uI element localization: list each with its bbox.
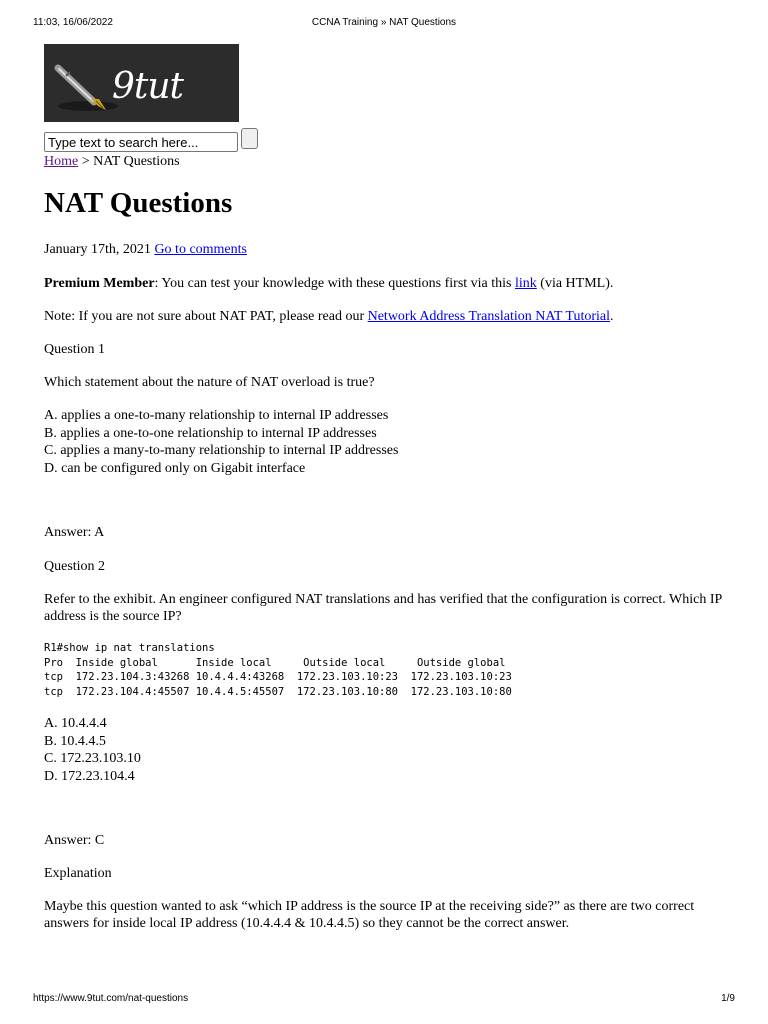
note-text-after: .: [610, 309, 614, 324]
exhibit-line: R1#show ip nat translations: [44, 642, 215, 654]
question-2-answer: Answer: C: [44, 833, 105, 848]
option-item: B. 10.4.4.5: [44, 733, 106, 749]
explanation-text: Maybe this question wanted to ask “which IP address is the source IP at the receiving side?” as there are two correct answers for inside local IP address (10.4.4.4 & 10.4.4.5) so they cannot be the correct answer.: [44, 899, 695, 931]
search-input[interactable]: [44, 132, 238, 152]
print-page-number: 1/9: [721, 993, 735, 1004]
breadcrumb: [44, 154, 734, 170]
nat-tutorial-link[interactable]: Network Address Translation NAT Tutorial: [367, 309, 611, 324]
nat-tutorial-note: [44, 308, 734, 325]
page-content: [44, 44, 734, 932]
breadcrumb-current: NAT Questions: [93, 154, 180, 169]
exhibit-line: tcp 172.23.104.3:43268 10.4.4.4:43268 172.23.103.10:23 172.23.103.10:23: [44, 671, 512, 683]
note-text-before: Note: If you are not sure about NAT PAT, please read our: [44, 309, 368, 324]
option-item: D. can be configured only on Gigabit interface: [44, 460, 306, 476]
question-1-options: [44, 407, 734, 477]
question-1-text: Which statement about the nature of NAT overload is true?: [44, 375, 375, 390]
explanation-label: Explanation: [44, 866, 112, 881]
print-title: CCNA Training » NAT Questions: [311, 17, 457, 28]
print-datetime: 11:03, 16/06/2022: [33, 17, 113, 28]
breadcrumb-separator: >: [78, 154, 94, 169]
option-item: C. 172.23.103.10: [44, 751, 141, 766]
option-item: A. applies a one-to-many relationship to internal IP addresses: [44, 408, 389, 423]
site-logo[interactable]: [44, 44, 239, 122]
post-meta: [44, 241, 734, 258]
post-date: January 17th, 2021: [44, 242, 151, 257]
nat-translations-exhibit: [44, 641, 734, 699]
breadcrumb-home-link[interactable]: Home: [44, 154, 79, 169]
option-item: D. 172.23.104.4: [44, 768, 135, 784]
search-button[interactable]: [241, 128, 258, 149]
question-2-text: Refer to the exhibit. An engineer configured NAT translations and has verified that the configuration is correct. Which IP address is the source IP?: [44, 592, 722, 624]
option-item: B. applies a one-to-one relationship to internal IP addresses: [44, 425, 377, 441]
logo-text: 9tut: [112, 66, 184, 107]
exhibit-line: Pro Inside global Inside local Outside local Outside global: [44, 656, 506, 669]
question-1-answer: Answer: A: [44, 525, 105, 540]
comments-link[interactable]: Go to comments: [154, 242, 247, 257]
print-url: https://www.9tut.com/nat-questions: [33, 993, 189, 1004]
question-2-options: [44, 715, 734, 785]
exhibit-line: tcp 172.23.104.4:45507 10.4.4.5:45507 172.23.103.10:80 172.23.103.10:80: [44, 685, 512, 698]
premium-label: Premium Member: [44, 276, 155, 291]
premium-link[interactable]: link: [515, 276, 537, 291]
search-bar: [44, 132, 734, 154]
print-footer: [0, 993, 768, 1007]
question-2-label: Question 2: [44, 559, 106, 574]
print-header: [0, 17, 768, 31]
page-title: NAT Questions: [44, 187, 233, 219]
option-item: C. applies a many-to-many relationship to internal IP addresses: [44, 443, 399, 458]
premium-note: [44, 275, 734, 292]
option-item: A. 10.4.4.4: [44, 716, 107, 731]
premium-text-before: : You can test your knowledge with these questions first via this: [154, 276, 515, 291]
question-1-label: Question 1: [44, 342, 106, 357]
premium-text-after: (via HTML).: [536, 276, 614, 291]
